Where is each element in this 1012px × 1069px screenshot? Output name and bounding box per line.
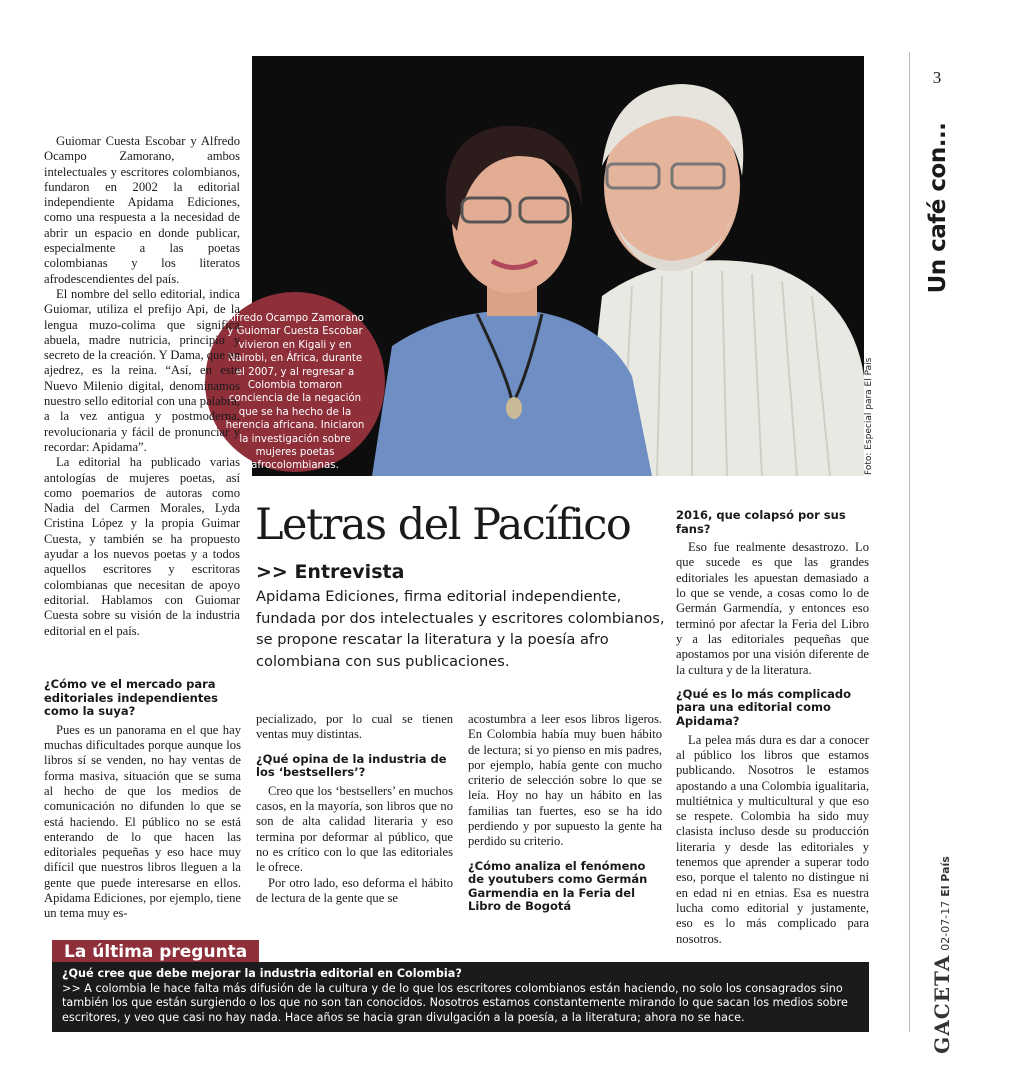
answer-3: Eso fue realmente desastrozo. Lo que sucede es que las grandes editoriales les apuestan demasiado a lo que se vende, a cosas como lo de Germán Garmendía, y entonces eso terminó por afectar la Feria del Libro y a las editoriales pequeñas que apostamos por una visión diferente de la cultura y de la literatura.: [676, 540, 869, 677]
column-3: [468, 712, 662, 918]
question-3-continued: 2016, que colapsó por sus fans?: [676, 508, 846, 536]
answer-1-continued: pecializado, por lo cual se tienen ventas muy distintas.: [256, 712, 453, 742]
intro-column: [44, 134, 240, 639]
answer-4: La pelea más dura es dar a conocer al público los libros que estamos publicando. Nosotros le estamos apostando a una Colombia igualitaria, multiétnica y multicultural y que eso se respete. Colombia ha sido muy clasista incluso desde su producción literaria y desde las editoriales y tenemos que aprender a superar todo eso, porque el talento no distingue ni en edad ni en etnias. Esa es nuestra lucha como editorial y justamente, eso es lo más complicado para nosotros.: [676, 732, 869, 946]
strip-divider: [909, 52, 910, 1032]
last-question-label: La última pregunta: [52, 940, 259, 964]
answer-1: Pues es un panorama en el que hay muchas dificultades porque aunque los libros sí se venden, no hay ventas de forma masiva, situación que se suma al hecho de que los medios de comunicación no difunden lo que se está haciendo. El público no se está enterando de lo que hacen las editoriales pequeñas y eso hace muy difícil que nuestros libros lleguen a la gente que puede interesarse en ellos. Apidama Ediciones, por ejemplo, tiene un tema muy es-: [44, 722, 241, 921]
article-title: Letras del Pacífico: [255, 500, 631, 550]
intro-paragraph: Guiomar Cuesta Escobar y Alfredo Ocampo Zamorano, ambos intelectuales y escritores colombianos, fundaron en 2002 la editorial independiente Apidama Ediciones, como una respuesta a la necesidad de abrir un espacio en donde publicar, especialmente a las poetas colombianas y los literatos afrodescendientes del país.: [44, 134, 240, 286]
column-4: [676, 509, 869, 947]
intro-paragraph: La editorial ha publicado varias antologías de mujeres poetas, así como poemarios de autoras como Nadia del Carmen Morales, Lyda Cristina López y la propia Guimar Cuesta, y también se ha propuesto ayudar a los nuevos poetas y a todos aquellos escritores y escritoras colombianas que necesitan de apoyo editorial. Hablamos con Guiomar Cuesta sobre su visión de la industria editorial en el país.: [44, 455, 240, 638]
column-1: [44, 668, 241, 922]
last-question-box: [52, 962, 869, 1032]
newspaper-name: El País: [939, 856, 952, 897]
question-4: ¿Qué es lo más complicado para una editorial como Apidama?: [676, 686, 852, 729]
article-deck: Apidama Ediciones, firma editorial independiente, fundada por dos intelectuales y escritores colombianos, se propone rescatar la literatura y la poesía afro colombiana con sus publicaciones.: [256, 588, 665, 670]
publication-name: GACETA: [930, 954, 954, 1054]
column-2: [256, 712, 453, 906]
publication-footer: [922, 856, 962, 1054]
last-question: ¿Qué cree que debe mejorar la industria editorial en Colombia?: [62, 967, 462, 980]
section-title: Un café con...: [925, 122, 951, 294]
intro-paragraph: El nombre del sello editorial, indica Guiomar, utiliza el prefijo Api, de la lengua muzo-colima que significa abuela, madre nutricia, principio y secreto de la creación. Y Dama, que en ajedrez, es la reina. “Así, en este Nuevo Milenio digital, denominamos nuestro sello editorial con una palabra, a la vez antigua y postmoderna, revolucionaria y fácil de pronunciar y recordar: Apidama”.: [44, 286, 240, 454]
page-number: 3: [932, 68, 942, 87]
photo-credit: Foto: Especial para El País: [864, 357, 874, 475]
answer-2-paragraph: Por otro lado, eso deforma el hábito de lectura de la gente que se: [256, 875, 453, 905]
answer-2-continued: acostumbra a leer esos libros ligeros. En Colombia había muy buen hábito de lectura; si yo pienso en mis padres, por ejemplo, había gente con mucho criterio de selección sobre lo que se leía. Hoy no hay un hábito en las familias tan fuertes, eso se ha ido perdiendo y por supuesto la gente ha perdido su criterio.: [468, 712, 662, 849]
last-answer: >> A colombia le hace falta más difusión de la cultura y de lo que los escritores colombianos están haciendo, no solo los consagrados sino también los que están surgiendo o los que no son tan conocidos. Nosotros estamos constantemente mirando lo que sacan los medios sobre escritores, y veo que casi no hay nada. Hace años se hacia gran divulgación a la poesía, a la literatura; ahora no se hace.: [62, 981, 848, 1024]
section-header: [922, 100, 954, 315]
question-3: ¿Cómo analiza el fenómeno de youtubers como Germán Garmendia en la Feria del Libro de Bogotá: [468, 858, 648, 914]
answer-2-paragraph: Creo que los ‘bestsellers’ en muchos casos, en la mayoría, son libros que no son de alta calidad literaria y eso termina por deformar al público, que no es crítico con lo que las editoriales le ofrece.: [256, 783, 453, 875]
question-2: ¿Qué opina de la industria de los ‘bestsellers’?: [256, 751, 447, 780]
publication-date: 02-07-17: [939, 900, 952, 951]
photo-caption: Alfredo Ocampo Zamorano y Guiomar Cuesta Escobar vivieron en Kigali y en Nairobi, en África, durante el 2007, y al regresar a Colombia tomaron conciencia de la negación que se ha hecho de la herencia africana. Iniciaron la investigación sobre mujeres poetas afrocolombianas.: [225, 313, 365, 472]
article-kicker: >> Entrevista: [256, 561, 405, 583]
question-1: ¿Cómo ve el mercado para editoriales independientes como la suya?: [44, 677, 219, 719]
